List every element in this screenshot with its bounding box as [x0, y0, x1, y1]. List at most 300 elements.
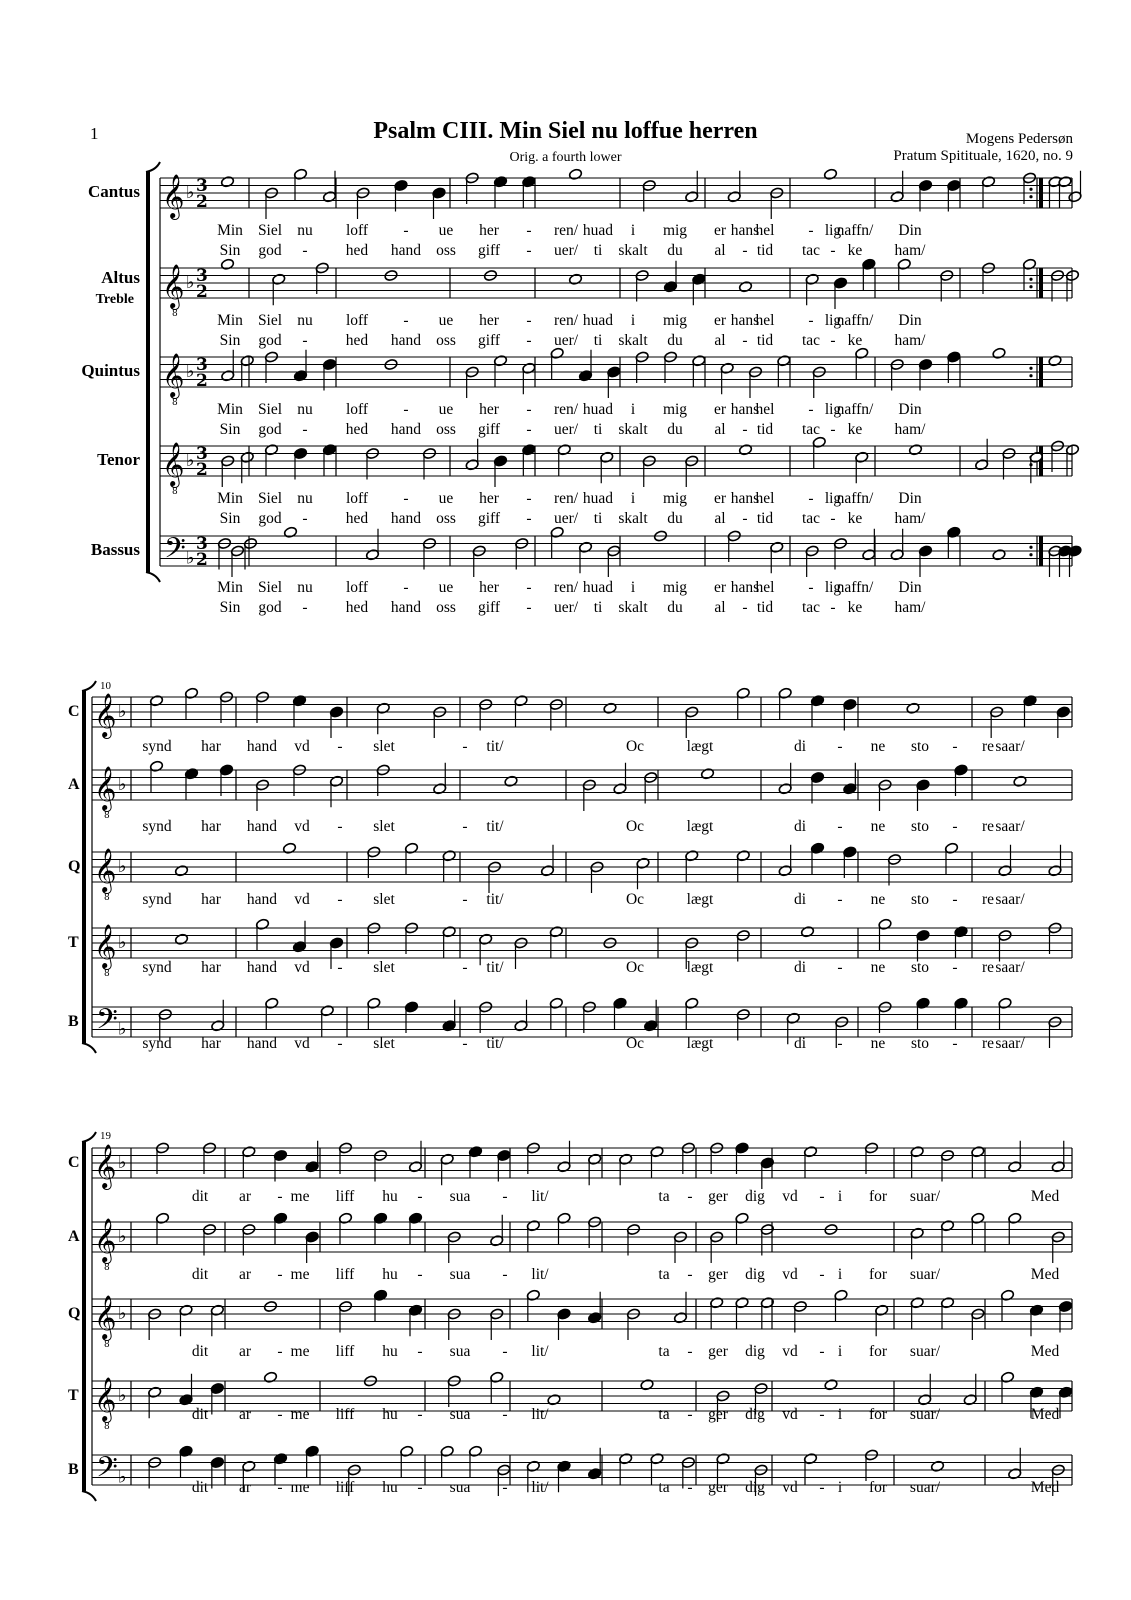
lyric-syllable: tid [756, 421, 774, 438]
lyric-syllable: loff [345, 312, 369, 329]
lyric-syllable: har [201, 738, 221, 755]
lyric-syllable: - [462, 738, 468, 755]
lyric-syllable: her [479, 490, 499, 507]
note-head [824, 1379, 838, 1391]
lyric-syllable: hand [390, 421, 422, 438]
lyric-syllable: oss [436, 332, 456, 349]
lyric-syllable: - [462, 1035, 468, 1052]
lyric-syllable: Din [898, 312, 922, 329]
lyric-syllable: di [793, 959, 807, 976]
lyric-syllable: - [742, 421, 748, 438]
lyric-syllable: al [714, 510, 726, 527]
lyric-syllable: sto [910, 738, 930, 755]
note-head [1013, 775, 1027, 787]
lyric-syllable: - [830, 599, 836, 616]
lyric-syllable: hans [730, 222, 760, 239]
lyric-syllable: Sin [219, 421, 241, 438]
svg-text:2: 2 [196, 371, 208, 391]
flat-icon: ♭ [118, 774, 127, 795]
lyric-syllable: her [479, 222, 499, 239]
lyric-syllable: Med [1030, 1479, 1060, 1496]
lyric-syllable: Oc [625, 1035, 645, 1052]
lyric-syllable: - [808, 490, 814, 507]
lyric-syllable: huad [582, 401, 614, 418]
lyric-syllable: huad [582, 490, 614, 507]
lyric-syllable: - [819, 1343, 825, 1360]
lyric-syllable: hand [246, 738, 278, 755]
lyric-syllable: re [981, 818, 995, 835]
note-head [823, 168, 837, 180]
lyric-syllable: - [526, 332, 532, 349]
lyric-syllable: re [981, 891, 995, 908]
lyric-syllable: Med [1030, 1406, 1060, 1423]
lyric-syllable: - [462, 959, 468, 976]
lyric-syllable: nu [297, 490, 313, 507]
lyric-syllable: god [258, 421, 282, 438]
lyric-syllable: ren/ [553, 312, 579, 329]
lyric-syllable: sua [449, 1406, 471, 1423]
note-head [174, 933, 188, 945]
lyric-syllable: - [417, 1266, 423, 1283]
svg-text:3: 3 [196, 444, 208, 464]
lyric-syllable: - [302, 242, 308, 259]
voice-abbr: A [68, 1228, 80, 1245]
lyric-syllable: hand [246, 891, 278, 908]
composer: Mogens Pedersøn [965, 131, 1073, 147]
lyric-syllable: skalt [618, 510, 648, 527]
lyric-syllable: - [742, 510, 748, 527]
lyric-syllable: - [502, 1479, 508, 1496]
svg-text:2: 2 [196, 460, 208, 480]
lyric-syllable: - [687, 1188, 693, 1205]
lyric-syllable: - [502, 1188, 508, 1205]
lyric-syllable: er [713, 222, 727, 239]
lyric-syllable: - [462, 818, 468, 835]
lyric-syllable: - [837, 891, 843, 908]
note-head [282, 842, 296, 854]
voice-name: Cantus [88, 182, 140, 201]
lyric-syllable: lit/ [531, 1266, 549, 1283]
lyric-syllable: i [837, 1266, 843, 1283]
staff-A [94, 1212, 1065, 1273]
lyric-syllable: sua [449, 1188, 471, 1205]
lyric-syllable: hed [345, 510, 369, 527]
lyric-syllable: ger [708, 1479, 728, 1496]
lyric-syllable: sua [449, 1343, 471, 1360]
lyric-syllable: Min [217, 579, 243, 596]
lyric-syllable: Min [217, 312, 243, 329]
lyric-syllable: di [793, 818, 807, 835]
page-title: Psalm CIII. Min Siel nu loffue herren [373, 118, 758, 144]
staff-Q [94, 1289, 1073, 1350]
lyric-syllable: nu [297, 579, 313, 596]
lyric-syllable: nu [297, 222, 313, 239]
flat-icon: ♭ [118, 1303, 127, 1324]
lyric-syllable: oss [436, 510, 456, 527]
lyric-syllable: du [667, 332, 683, 349]
lyric-syllable: her [479, 312, 499, 329]
lyric-syllable: du [667, 421, 683, 438]
subtitle: Orig. a fourth lower [509, 150, 622, 165]
lyric-syllable: - [952, 818, 958, 835]
lyric-syllable: - [526, 421, 532, 438]
lyric-syllable: for [868, 1406, 888, 1423]
lyric-syllable: dit [191, 1266, 209, 1283]
note-head [174, 865, 188, 877]
lyric-syllable: ti [593, 421, 603, 438]
lyric-syllable: - [526, 242, 532, 259]
lyric-syllable: hel [755, 490, 775, 507]
treble-clef-icon: 𝄞 [162, 174, 185, 218]
lyric-syllable: god [258, 510, 282, 527]
lyric-syllable: tac [801, 242, 821, 259]
lyric-syllable: me [290, 1406, 310, 1423]
lyric-syllable: - [403, 401, 409, 418]
svg-text:3: 3 [196, 534, 208, 554]
lyric-syllable: Sin [219, 332, 241, 349]
lyric-syllable: ti [593, 599, 603, 616]
lyric-syllable: synd [142, 891, 172, 908]
lyric-syllable: uer/ [553, 510, 579, 527]
lyric-syllable: tit/ [486, 1035, 504, 1052]
lyric-syllable: hand [390, 599, 422, 616]
lyric-syllable: loff [345, 490, 369, 507]
lyric-syllable: dit [191, 1479, 209, 1496]
lyric-syllable: - [337, 738, 343, 755]
lyric-syllable: - [830, 510, 836, 527]
note-head [800, 926, 814, 938]
lyric-syllable: mig [662, 401, 688, 418]
lyric-syllable: giff [477, 421, 501, 438]
lyric-syllable: liff [335, 1188, 355, 1205]
svg-text:8: 8 [172, 309, 178, 319]
flat-icon: ♭ [118, 1018, 127, 1040]
lyric-syllable: lægt [686, 891, 714, 908]
lyric-syllable: ti [593, 510, 603, 527]
lyric-syllable: - [337, 891, 343, 908]
lyric-syllable: for [868, 1266, 888, 1283]
lyric-syllable: sto [910, 891, 930, 908]
voice-abbr: B [68, 1013, 79, 1030]
lyric-syllable: tit/ [486, 818, 504, 835]
lyric-syllable: oss [436, 599, 456, 616]
lyric-syllable: mig [662, 312, 688, 329]
lyric-syllable: - [302, 332, 308, 349]
lyric-syllable: ar [238, 1343, 252, 1360]
lyric-syllable: synd [142, 959, 172, 976]
lyric-syllable: skalt [618, 599, 648, 616]
lyric-syllable: - [830, 332, 836, 349]
lyric-syllable: - [819, 1188, 825, 1205]
lyric-syllable: nu [297, 312, 313, 329]
lyric-syllable: al [714, 332, 726, 349]
treble-clef-icon: 𝄞 [162, 264, 185, 308]
lyric-syllable: ren/ [553, 490, 579, 507]
lyric-syllable: tid [756, 242, 774, 259]
lyric-syllable: - [526, 579, 532, 596]
lyric-syllable: ke [847, 421, 863, 438]
lyric-syllable: lit/ [531, 1343, 549, 1360]
lyric-syllable: - [526, 401, 532, 418]
lyric-syllable: du [667, 242, 683, 259]
lyric-syllable: sua [449, 1266, 471, 1283]
lyric-syllable: ne [870, 959, 886, 976]
lyric-syllable: - [526, 510, 532, 527]
lyric-syllable: - [462, 891, 468, 908]
lyric-syllable: naffn/ [836, 579, 874, 596]
voice-abbr: Q [68, 858, 81, 875]
svg-text:3: 3 [196, 266, 208, 286]
lyric-syllable: naffn/ [836, 490, 874, 507]
lyric-syllable: oss [436, 421, 456, 438]
lyric-syllable: hed [345, 599, 369, 616]
lyric-syllable: her [479, 579, 499, 596]
lyric-syllable: - [403, 490, 409, 507]
lyric-syllable: dit [191, 1406, 209, 1423]
lyric-syllable: uer/ [553, 332, 579, 349]
lyric-syllable: - [837, 738, 843, 755]
lyric-syllable: ke [847, 510, 863, 527]
lyric-syllable: har [201, 891, 221, 908]
lyric-syllable: hu [382, 1406, 398, 1423]
lyric-syllable: lægt [686, 818, 714, 835]
lyric-syllable: ta [658, 1266, 670, 1283]
lyric-syllable: hans [730, 312, 760, 329]
lyric-syllable: hand [246, 818, 278, 835]
lyric-syllable: lægt [686, 959, 714, 976]
lyric-syllable: Sin [219, 510, 241, 527]
lyric-syllable: i [837, 1343, 843, 1360]
flat-icon: ♭ [118, 1226, 127, 1247]
measure-number: 10 [100, 680, 111, 692]
lyric-syllable: - [819, 1479, 825, 1496]
flat-icon: ♭ [118, 856, 127, 877]
lyric-syllable: er [713, 579, 727, 596]
svg-text:8: 8 [172, 398, 178, 408]
lyric-syllable: ren/ [553, 579, 579, 596]
lyric-syllable: - [417, 1343, 423, 1360]
lyric-syllable: - [808, 579, 814, 596]
treble-clef-icon: 𝄞 [94, 1377, 117, 1421]
lyric-syllable: dig [745, 1406, 765, 1423]
lyric-syllable: dig [745, 1188, 765, 1205]
lyric-syllable: suar/ [909, 1479, 941, 1496]
lyric-syllable: sto [910, 1035, 930, 1052]
lyric-syllable: ue [438, 579, 454, 596]
lyric-syllable: - [526, 312, 532, 329]
lyric-syllable: - [819, 1266, 825, 1283]
lyric-syllable: Oc [625, 959, 645, 976]
lyric-syllable: ham/ [894, 242, 926, 259]
flat-icon: ♭ [118, 1152, 127, 1173]
lyric-syllable: me [290, 1266, 310, 1283]
lyric-syllable: er [713, 490, 727, 507]
lyric-syllable: lig [824, 490, 842, 507]
lyric-syllable: re [981, 1035, 995, 1052]
voice-abbr: Q [68, 1305, 81, 1322]
flat-icon: ♭ [186, 182, 195, 203]
lyric-syllable: suar/ [909, 1343, 941, 1360]
lyric-syllable: liff [335, 1479, 355, 1496]
note-head [992, 549, 1006, 561]
lyric-syllable: - [337, 959, 343, 976]
lyric-syllable: - [526, 599, 532, 616]
lyric-syllable: tac [801, 332, 821, 349]
lyric-syllable: vd [294, 891, 310, 908]
lyric-syllable: dig [745, 1343, 765, 1360]
lyric-syllable: i [630, 222, 636, 239]
note-head [504, 775, 518, 787]
lyric-syllable: Siel [257, 312, 283, 329]
lyric-syllable: - [502, 1266, 508, 1283]
lyric-syllable: suar/ [909, 1188, 941, 1205]
lyric-syllable: vd [782, 1406, 798, 1423]
lyric-syllable: Din [898, 401, 922, 418]
staff-C [162, 168, 1082, 220]
note-head [738, 444, 752, 456]
lyric-syllable: har [201, 959, 221, 976]
note-head [547, 1394, 561, 1406]
lyric-syllable: - [808, 312, 814, 329]
lyric-syllable: - [277, 1343, 283, 1360]
svg-text:3: 3 [196, 176, 208, 196]
lyric-syllable: - [742, 599, 748, 616]
lyric-syllable: vd [782, 1266, 798, 1283]
voice-abbr: T [68, 934, 79, 951]
lyric-syllable: ne [870, 818, 886, 835]
lyric-syllable: dit [191, 1343, 209, 1360]
lyric-syllable: hel [755, 401, 775, 418]
lyric-syllable: uer/ [553, 242, 579, 259]
bass-clef-icon: 𝄢 [96, 1003, 118, 1043]
lyric-syllable: tit/ [486, 891, 504, 908]
lyric-syllable: ne [870, 891, 886, 908]
lyric-syllable: hed [345, 332, 369, 349]
lyric-syllable: - [417, 1406, 423, 1423]
lyric-syllable: tid [756, 510, 774, 527]
lyric-syllable: ke [847, 242, 863, 259]
flat-icon: ♭ [118, 1385, 127, 1406]
lyric-syllable: - [277, 1479, 283, 1496]
note-head [738, 281, 752, 293]
svg-text:2: 2 [196, 550, 208, 570]
lyric-syllable: - [277, 1406, 283, 1423]
lyric-syllable: - [742, 242, 748, 259]
staff-B [164, 526, 1082, 577]
svg-text:3: 3 [196, 355, 208, 375]
lyric-syllable: Min [217, 222, 243, 239]
lyric-syllable: ham/ [894, 599, 926, 616]
lyric-syllable: saar/ [995, 818, 1025, 835]
lyric-syllable: tac [801, 599, 821, 616]
lyric-syllable: vd [782, 1188, 798, 1205]
lyric-syllable: du [667, 510, 683, 527]
lyric-syllable: - [952, 891, 958, 908]
lyric-syllable: sto [910, 959, 930, 976]
voice-name: Altus [101, 268, 140, 287]
lyric-syllable: lit/ [531, 1479, 549, 1496]
lyric-syllable: hed [345, 421, 369, 438]
lyric-syllable: ke [847, 599, 863, 616]
lyric-syllable: uer/ [553, 421, 579, 438]
lyric-syllable: lit/ [531, 1188, 549, 1205]
lyric-syllable: Min [217, 401, 243, 418]
lyric-syllable: hed [345, 242, 369, 259]
lyric-syllable: - [952, 738, 958, 755]
staff-A [162, 258, 1080, 319]
lyric-syllable: naffn/ [836, 222, 874, 239]
lyric-syllable: hand [246, 959, 278, 976]
lyric-syllable: ke [847, 332, 863, 349]
lyric-syllable: - [742, 332, 748, 349]
lyric-syllable: - [337, 1035, 343, 1052]
lyric-syllable: hans [730, 490, 760, 507]
lyric-syllable: er [713, 401, 727, 418]
lyric-syllable: ren/ [553, 401, 579, 418]
lyric-syllable: hand [390, 242, 422, 259]
lyric-syllable: liff [335, 1406, 355, 1423]
svg-text:8: 8 [104, 811, 110, 821]
lyric-syllable: vd [294, 1035, 310, 1052]
lyric-syllable: - [830, 242, 836, 259]
voice-abbr: C [68, 1154, 80, 1171]
svg-text:8: 8 [104, 969, 110, 979]
lyric-syllable: synd [142, 1035, 172, 1052]
lyric-syllable: ar [238, 1188, 252, 1205]
lyric-syllable: hel [755, 579, 775, 596]
lyric-syllable: - [687, 1343, 693, 1360]
lyric-syllable: - [502, 1406, 508, 1423]
lyric-syllable: - [687, 1266, 693, 1283]
lyric-syllable: re [981, 738, 995, 755]
lyric-syllable: loff [345, 579, 369, 596]
lyric-syllable: ren/ [553, 222, 579, 239]
voice-subname: Treble [95, 292, 134, 307]
lyric-syllable: i [630, 312, 636, 329]
source: Pratum Spitituale, 1620, no. 9 [893, 148, 1073, 164]
lyric-syllable: al [714, 421, 726, 438]
lyric-syllable: lit/ [531, 1406, 549, 1423]
lyric-syllable: Med [1030, 1188, 1060, 1205]
lyric-syllable: uer/ [553, 599, 579, 616]
lyric-syllable: giff [477, 510, 501, 527]
lyric-syllable: i [837, 1479, 843, 1496]
lyric-syllable: huad [582, 222, 614, 239]
bass-clef-icon: 𝄢 [96, 1451, 118, 1491]
treble-clef-icon: 𝄞 [162, 442, 185, 486]
note-head [908, 444, 922, 456]
lyric-syllable: Din [898, 222, 922, 239]
lyric-syllable: for [868, 1479, 888, 1496]
lyric-syllable: i [837, 1188, 843, 1205]
lyric-syllable: slet [373, 738, 395, 755]
flat-icon: ♭ [118, 701, 127, 722]
voice-abbr: B [68, 1461, 79, 1478]
lyric-syllable: - [417, 1188, 423, 1205]
lyric-syllable: - [502, 1343, 508, 1360]
lyric-syllable: har [201, 818, 221, 835]
lyric-syllable: Med [1030, 1343, 1060, 1360]
note-head [930, 1460, 944, 1472]
lyric-syllable: ue [438, 490, 454, 507]
lyric-syllable: tit/ [486, 959, 504, 976]
note-head [1048, 355, 1062, 367]
lyric-syllable: hand [390, 510, 422, 527]
lyric-syllable: tac [801, 510, 821, 527]
lyric-syllable: Din [898, 490, 922, 507]
lyric-syllable: ue [438, 401, 454, 418]
lyric-syllable: sto [910, 818, 930, 835]
